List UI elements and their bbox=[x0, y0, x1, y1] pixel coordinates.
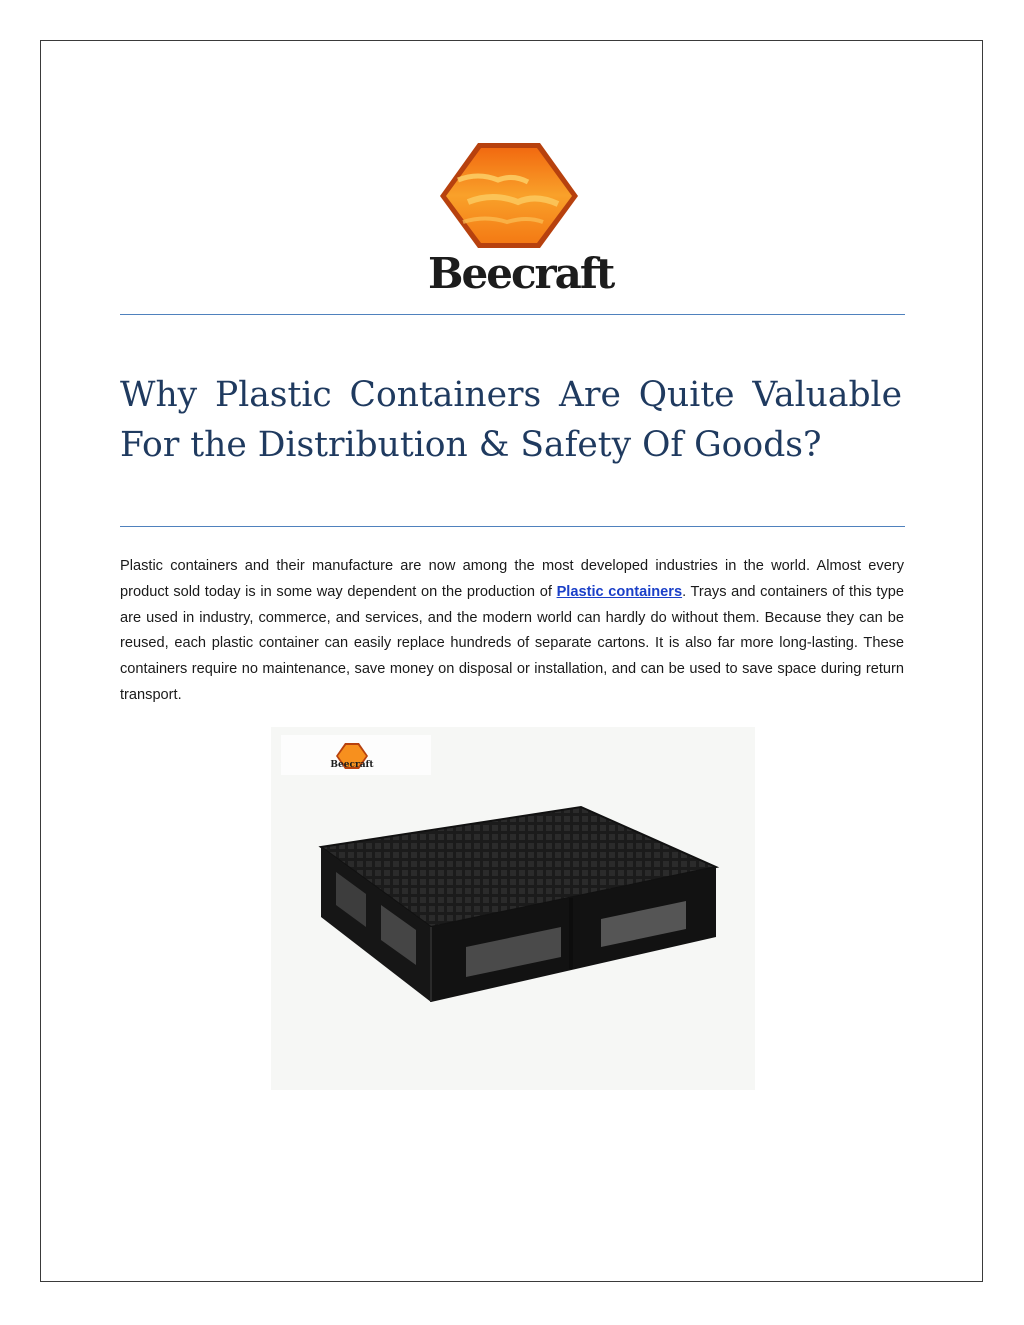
photo-logo-text: Beecraft bbox=[330, 760, 374, 770]
logo-wordmark: Beecraft bbox=[428, 249, 614, 298]
product-photo bbox=[271, 727, 755, 1090]
header-divider bbox=[120, 314, 905, 315]
paragraph-text-start: Plastic containers and their manufacture are now among the most developed industries in the world. Almost every product sold today is in some way dependent on the production of bbox=[120, 558, 904, 600]
article-paragraph bbox=[120, 554, 904, 709]
beecraft-logo bbox=[428, 140, 614, 305]
article-title: Why Plastic Containers Are Quite Valuable For the Distribution & Safety Of Goods? bbox=[120, 375, 902, 465]
paragraph-text-end: . Trays and containers of this type are used in industry, commerce, and services, and the modern world can hardly do without them. Because they can be reused, each plastic container can easily replace hundreds of separate cartons. It is also far more long-lasting. These containers require no maintenance, save money on disposal or installation, and can be used to save space during return transport. bbox=[120, 583, 904, 703]
plastic-containers-link[interactable]: Plastic containers bbox=[556, 583, 683, 600]
hexagon-logo-icon bbox=[428, 140, 590, 250]
plastic-pallet-icon bbox=[311, 797, 721, 1027]
title-divider bbox=[120, 526, 905, 527]
